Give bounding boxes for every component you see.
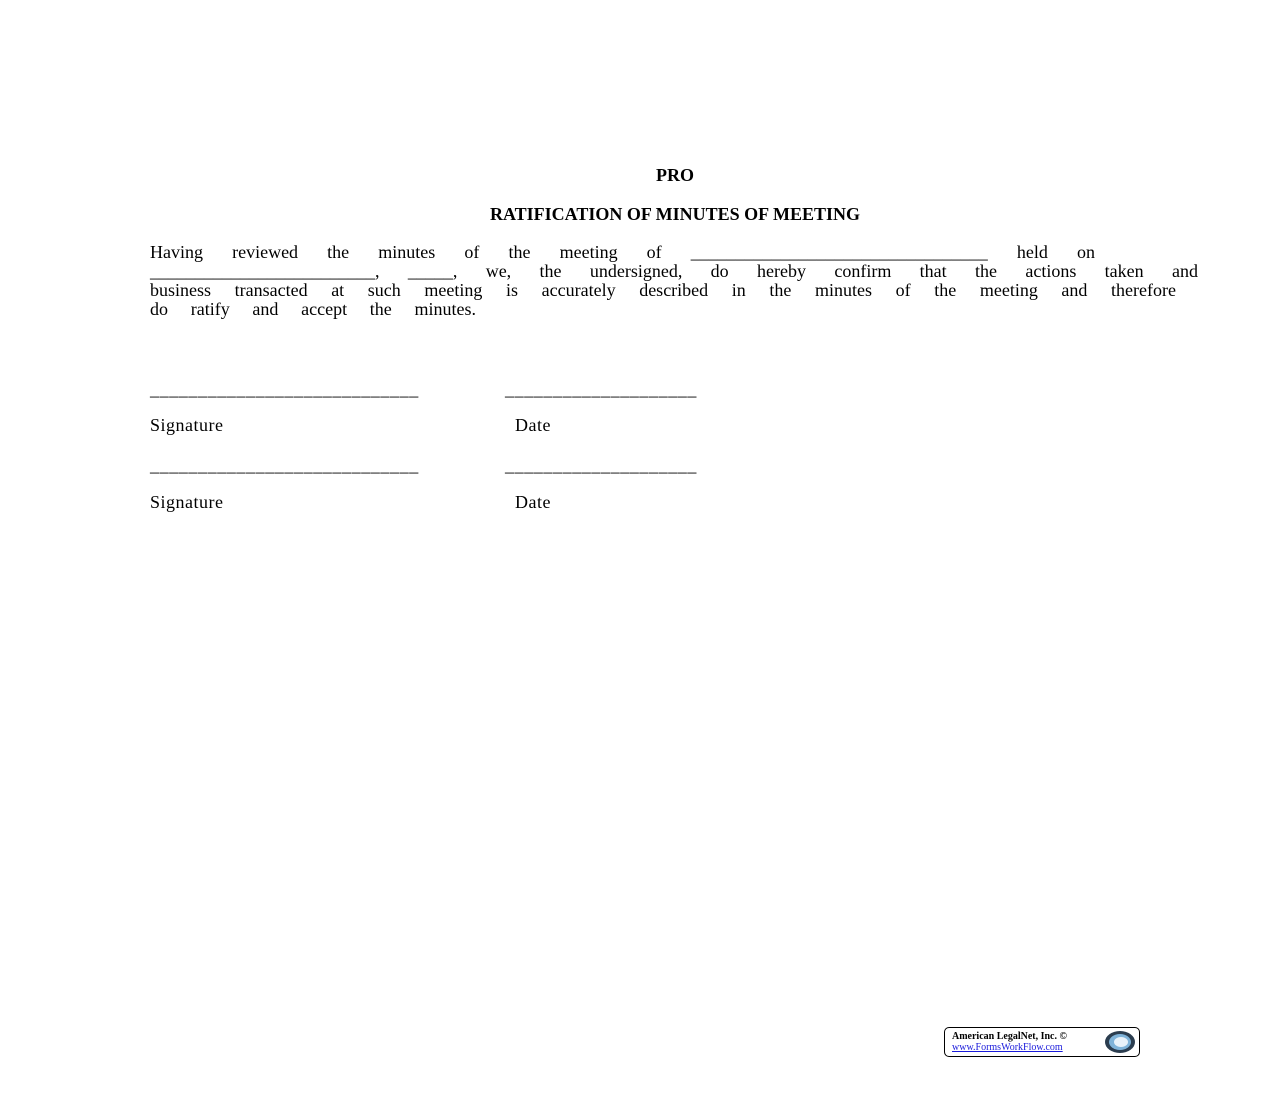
date-label-1: Date: [515, 415, 551, 435]
globe-logo-icon: [1101, 1030, 1135, 1054]
footer-url-link[interactable]: www.FormsWorkFlow.com: [952, 1042, 1063, 1053]
signature-line-1[interactable]: ____________________________: [150, 379, 419, 399]
date-line-2[interactable]: ____________________: [505, 455, 697, 475]
footer-badge: [944, 1027, 1140, 1057]
header-pro: PRO: [656, 165, 694, 185]
signature-label-2: Signature: [150, 492, 224, 512]
body-line-4: do ratify and accept the minutes.: [150, 299, 476, 319]
date-label-2: Date: [515, 492, 551, 512]
body-line-3: business transacted at such meeting is accurately described in the minutes of the meeting and therefore: [150, 280, 1176, 300]
body-line-1: Having reviewed the minutes of the meeting of _________________________________ held on: [150, 242, 1095, 262]
body-line-2: _________________________, _____, we, the undersigned, do hereby confirm that the actions taken and: [150, 261, 1198, 281]
document-title: RATIFICATION OF MINUTES OF MEETING: [489, 204, 861, 224]
signature-line-2[interactable]: ____________________________: [150, 455, 419, 475]
date-line-1[interactable]: ____________________: [505, 379, 697, 399]
signature-label-1: Signature: [150, 415, 224, 435]
footer-company: American LegalNet, Inc. ©: [952, 1031, 1067, 1042]
